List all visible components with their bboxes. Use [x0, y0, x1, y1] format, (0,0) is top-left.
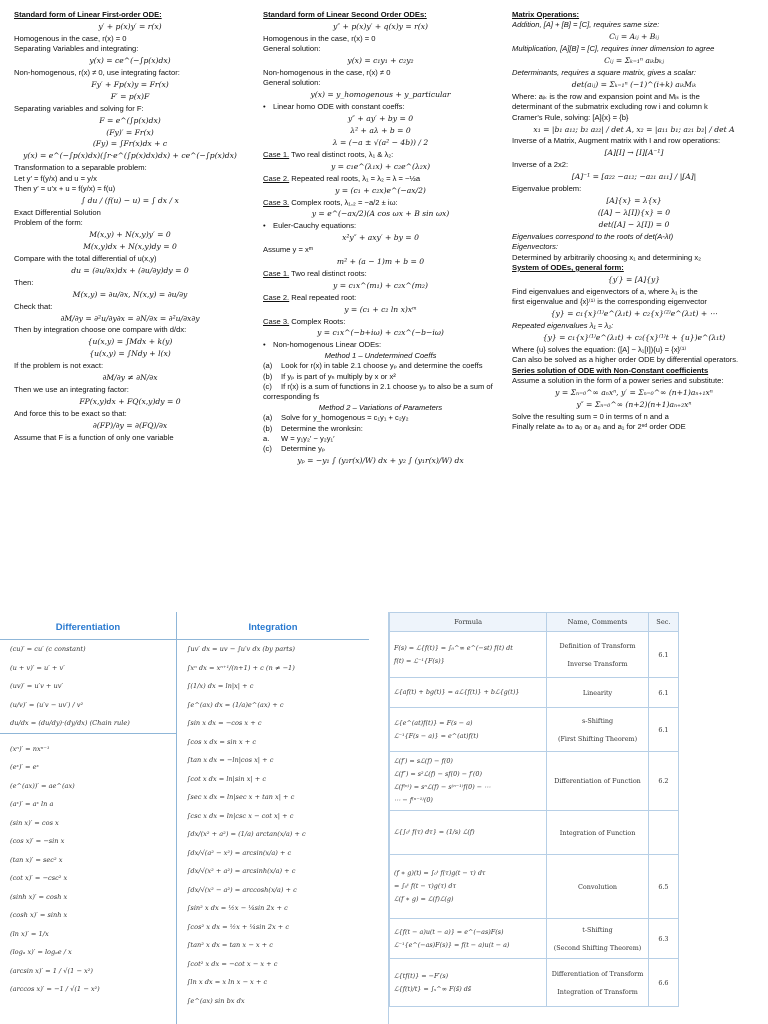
- laplace-formula: [390, 678, 547, 708]
- equation: {y′} = [A]{y}: [607, 274, 661, 284]
- list-item: [263, 361, 498, 371]
- formula-row: (arcsin x)′ = 1 / √(1 − x²): [10, 966, 93, 975]
- italic-note: Eigenvectors:: [512, 242, 559, 252]
- equation: ([A] − λ[I]){x} = 0: [597, 207, 671, 217]
- list-item: [263, 382, 498, 392]
- bullet-item: • Linear homo ODE with constant coeffs:: [263, 102, 498, 112]
- name-line: Definition of Transform: [559, 641, 636, 650]
- formula-line: (f ∗ g)(t) = ∫₀ᵗ f(τ)g(t − τ) dτ: [394, 869, 486, 877]
- laplace-transform-table: [388, 612, 679, 1024]
- formula-row: ∫cot x dx = ln|sin x| + c: [187, 774, 267, 783]
- laplace-name: [547, 811, 649, 855]
- equation: y = Σₙ₌₀^∞ aₙxⁿ, y′ = Σₙ₌₀^∞ (n+1)aₙ₊₁xⁿ: [555, 387, 713, 397]
- text-line: Then y′ = u′x + u = f(y/x) = f(u): [14, 184, 116, 194]
- list-marker: (c): [263, 444, 272, 454]
- list-item: [263, 372, 498, 382]
- formula-line: ℒ{f(t)/t} = ∫ₛ^∞ F(s̃) ds̃: [394, 984, 472, 993]
- formula-row: du/dx = (du/dy)·(dy/dx) (Chain rule): [10, 719, 130, 727]
- case-text: Complex Roots:: [289, 316, 346, 326]
- equation: Cᵢⱼ = Aᵢⱼ + Bᵢⱼ: [609, 32, 659, 42]
- laplace-header-formula: Formula: [390, 613, 547, 632]
- table-row: [390, 855, 679, 919]
- formula-row: ∫sin² x dx = ½x − ¼sin 2x + c: [187, 904, 288, 912]
- italic-note: Multiplication, [A][B] = [C], requires inner dimension to agree: [512, 44, 715, 54]
- equation: y″ = Σₙ₌₀^∞ (n+2)(n+1)aₙ₊₂xⁿ: [576, 399, 692, 409]
- laplace-section: 6.1: [648, 632, 678, 678]
- formula-row: (sinh x)′ = cosh x: [10, 892, 68, 901]
- equation: yₚ = −y₁ ∫ (y₂r(x)/W) dx + y₂ ∫ (y₁r(x)/W) dx: [297, 456, 464, 466]
- formula-row: ∫sin x dx = −cos x + c: [187, 719, 262, 727]
- formula-row: ∫csc x dx = ln|csc x − cot x| + c: [187, 811, 294, 820]
- text-line: determinant of the submatrix excluding row i and column k: [512, 102, 708, 112]
- equation: y′ + p(x)y′ = r(x): [98, 21, 162, 31]
- column-matrix-operations: [512, 10, 756, 433]
- text-line: Cramer's Rule, solving: [A]{x} = {b}: [512, 112, 629, 122]
- list-text: Solve for y_homogenous = c₁y₁ + c₂y₂: [281, 413, 409, 423]
- name-line: Integration of Transform: [557, 987, 638, 996]
- equation: det(aᵢⱼ) = Σₖ₌₁ⁿ (−1)^(i+k) aᵢₖMᵢₖ: [571, 79, 697, 89]
- formula-line: ℒ{∫₀ᵗ f(τ) dτ} = (1/s) ℒ(f): [394, 828, 475, 836]
- text-line: Compare with the total differential of u(x,y): [14, 254, 157, 264]
- equation: ∫ du / (f(u) − u) = ∫ dx / x: [81, 196, 179, 205]
- equation: x²y″ + axy′ + by = 0: [342, 233, 419, 243]
- equation: [A]⁻¹ = [a₂₂ −a₁₂; −a₂₁ a₁₁] / |[A]|: [571, 172, 697, 182]
- case-text: Two real distinct roots:: [289, 268, 367, 278]
- case-label: Case 2.: [263, 173, 290, 183]
- equation: y = c₁x^(m₁) + c₂x^(m₂): [333, 280, 428, 290]
- table-row: [390, 708, 679, 752]
- text-line: Exact Differential Solution: [14, 207, 101, 217]
- equation: du = (∂u/∂x)dx + (∂u/∂y)dy = 0: [71, 265, 189, 275]
- equation: Fy′ + Fp(x)y = Fr(x): [91, 79, 169, 89]
- laplace-name: [547, 678, 649, 708]
- formula-line: ℒ(f′) = sℒ(f) − f(0): [394, 757, 453, 765]
- section-heading: Series solution of ODE with Non-Constant coefficients: [512, 365, 709, 375]
- section-heading: Standard form of Linear Second Order ODEs:: [263, 10, 427, 19]
- formula-row: (cu)′ = cu′ (c constant): [10, 645, 86, 653]
- laplace-section: 6.1: [648, 678, 678, 708]
- text-line: corresponding fs: [263, 392, 320, 402]
- text-line: Inverse of a 2x2:: [512, 160, 569, 170]
- formula-row: ∫dx/√(a² − x²) = arcsin(x/a) + c: [187, 848, 292, 857]
- case-line: [263, 150, 498, 160]
- text-line: Assume y = xᵐ: [263, 245, 314, 255]
- equation: M(x,y)dx + N(x,y)dy = 0: [83, 242, 177, 252]
- case-line: [263, 293, 498, 303]
- formula-line: ℒ{f(t − a)u(t − a)} = e^(−as)F(s): [394, 927, 504, 936]
- formula-row: ∫uv′ dx = uv − ∫u′v dx (by parts): [187, 645, 295, 653]
- equation: det([A] − λ[I]) = 0: [598, 219, 670, 229]
- text-line: If the problem is not exact:: [14, 361, 104, 371]
- laplace-name: [547, 919, 649, 959]
- equation: λ = (−a ± √(a² − 4b)) / 2: [332, 137, 429, 147]
- text-line: Then by integration choose one compare with d/dx:: [14, 325, 187, 335]
- list-text: If r(x) is a sum of functions in 2.1 choose yₚ to also be a sum of: [281, 382, 493, 391]
- formula-row: ∫tan² x dx = tan x − x + c: [187, 941, 273, 949]
- list-marker: (c): [263, 382, 272, 391]
- formula-row: ∫dx/√(x² + a²) = arcsinh(x/a) + c: [187, 867, 296, 875]
- laplace-name: [547, 855, 649, 919]
- integration-table: [177, 612, 369, 1024]
- text-line: Non-homogenous in the case, r(x) ≠ 0: [263, 68, 391, 78]
- text-line: Assume that F is a function of only one variable: [14, 432, 174, 442]
- formula-line: ℒ{e^(at)f(t)} = F(s − a): [394, 718, 473, 727]
- equation: λ² + aλ + b = 0: [350, 126, 411, 136]
- case-text: Complex roots, λ₁,₂ = −a/2 ± iω:: [289, 197, 398, 207]
- text-line: Inverse of a Matrix, Augment matrix with I and row operations:: [512, 136, 721, 146]
- text-line: General solution:: [263, 78, 321, 88]
- text-line: Then we use an integrating factor:: [14, 385, 129, 394]
- case-line: [263, 317, 498, 327]
- column-second-order-ode: [263, 10, 498, 468]
- name-line: Differentiation of Function: [554, 777, 641, 785]
- equation: y(x) = ce^(−∫p(x)dx): [89, 56, 171, 66]
- equation: ∂M/∂y ≠ ∂N/∂x: [102, 373, 158, 383]
- text-line: Transformation to a separable problem:: [14, 163, 147, 173]
- formula-row: (xⁿ)′ = nxⁿ⁻¹: [10, 744, 50, 753]
- formula-row: ∫(1/x) dx = ln|x| + c: [187, 682, 254, 690]
- formula-row: (u/v)′ = (u′v − uv′) / v²: [10, 700, 84, 709]
- section-heading: System of ODEs, general form:: [512, 262, 624, 272]
- text-line: Check that:: [14, 301, 53, 311]
- equation: y(x) = y_homogenous + y_particular: [310, 90, 451, 100]
- case-label: Case 1.: [263, 149, 290, 159]
- table-row: [390, 959, 679, 1007]
- formula-line: ℒ⁻¹{e^(−as)F(s)} = f(t − a)u(t − a): [394, 940, 510, 949]
- text-line: Find eigenvalues and eigenvectors of a, where λ₁ is the: [512, 286, 698, 296]
- formula-row: (aˣ)′ = aˣ ln a: [10, 800, 54, 808]
- laplace-section: 6.5: [648, 855, 678, 919]
- equation: (Fy) = ∫Fr(x)dx + c: [92, 139, 168, 149]
- table-row: [390, 752, 679, 811]
- equation: y = c₁x^(−b+iω) + c₂x^(−b−iω): [317, 328, 444, 338]
- laplace-section: 6.3: [648, 919, 678, 959]
- text-line: Problem of the form:: [14, 218, 83, 228]
- table-row: [390, 919, 679, 959]
- text-line: Where: aᵢₖ is the row and expansion point and Mᵢₖ is the: [512, 91, 700, 101]
- formula-line: ℒ{af(t) + bg(t)} = aℒ{f(t)} + bℒ{g(t)}: [394, 688, 520, 696]
- table-row: [390, 632, 679, 678]
- text-line: Let y′ = f(y/x) and u = y/x: [14, 173, 97, 183]
- laplace-formula: [390, 752, 547, 811]
- equation: Cᵢⱼ = Σₖ₌₁ⁿ aᵢₖbₖⱼ: [604, 56, 664, 66]
- list-text: If yₚ is part of yₕ multiply by x or x²: [281, 371, 396, 381]
- laplace-formula: [390, 919, 547, 959]
- text-line: Homogenous in the case, r(x) = 0: [14, 33, 127, 43]
- formula-row: (uv)′ = u′v + uv′: [10, 682, 63, 690]
- laplace-section: 6.1: [648, 708, 678, 752]
- integration-title: Integration: [177, 612, 369, 640]
- list-item: [263, 434, 498, 444]
- equation: x₁ = |b₁ a₁₂; b₂ a₂₂| / det A, x₂ = |a₁₁ b₁; a₂₁ b₂| / det A: [533, 124, 735, 134]
- equation: M(x,y) = ∂u/∂x, N(x,y) = ∂u/∂y: [72, 289, 188, 299]
- formula-row: (e^(ax))′ = ae^(ax): [10, 781, 75, 790]
- list-text: Determine the wronksin:: [281, 423, 363, 433]
- text-line: Determined by arbitrarily choosing x₁ and determining x₂: [512, 252, 702, 262]
- list-text: Determine yₚ: [281, 444, 326, 454]
- text-line: And force this to be exact so that:: [14, 408, 127, 418]
- list-text: W = y₁y₂′ − y₂y₁′: [281, 434, 335, 444]
- formula-row: (sin x)′ = cos x: [10, 818, 59, 827]
- formula-row: ∫tan x dx = −ln|cos x| + c: [187, 756, 274, 764]
- formula-row: ∫dx/√(x² − a²) = arccosh(x/a) + c: [187, 885, 297, 894]
- formula-row: ∫cos x dx = sin x + c: [187, 737, 257, 746]
- formula-row: (arccos x)′ = −1 / √(1 − x²): [10, 985, 100, 993]
- differentiation-table: [0, 612, 177, 1024]
- formula-line: ℒ⁻¹{F(s − a)} = e^(at)f(t): [394, 731, 479, 740]
- laplace-formula: [390, 708, 547, 752]
- formula-row: (cot x)′ = −csc² x: [10, 874, 68, 882]
- formula-row: (ln x)′ = 1/x: [10, 929, 49, 938]
- equation: ∂M/∂y = ∂²u/∂y∂x = ∂N/∂x = ∂²u/∂x∂y: [60, 313, 200, 323]
- laplace-name: [547, 959, 649, 1007]
- case-text: Repeated real roots, λ₁ = λ₂ = λ = −½a: [289, 173, 421, 183]
- table-row: [390, 811, 679, 855]
- formula-row: ∫xⁿ dx = xⁿ⁺¹/(n+1) + c (n ≠ −1): [187, 663, 295, 672]
- bullet-item: • Euler-Cauchy equations:: [263, 221, 498, 231]
- text-line: General solution:: [263, 44, 321, 54]
- equation: [A]{x} = λ{x}: [606, 196, 662, 205]
- name-line: s-Shifting: [581, 716, 614, 725]
- case-label: Case 3.: [263, 197, 290, 207]
- case-text: Real repeated root:: [289, 292, 357, 302]
- formula-line: ℒ{tf(t)} = −F′(s): [394, 971, 449, 980]
- case-text: Two real distinct roots, λ₁ & λ₂:: [289, 149, 394, 159]
- laplace-name: [547, 708, 649, 752]
- formula-row: ∫e^(ax) dx = (1/a)e^(ax) + c: [187, 700, 284, 709]
- list-marker: a.: [263, 434, 270, 444]
- formula-row: ∫dx/(x² + a²) = (1/a) arctan(x/a) + c: [187, 830, 306, 838]
- equation: ∂(FP)/∂y = ∂(FQ)/∂x: [92, 420, 168, 430]
- laplace-section: [648, 811, 678, 855]
- italic-note: Repeated eigenvalues λ₁ = λ₂:: [512, 320, 614, 330]
- equation: y(x) = c₁y₁ + c₂y₂: [347, 56, 414, 66]
- formula-row: (tan x)′ = sec² x: [10, 855, 63, 864]
- text-line: first eigenvalue and {x}⁽¹⁾ is the corresponding eigenvector: [512, 297, 707, 307]
- formula-line: ℒ(f″) = s²ℒ(f) − sf(0) − f′(0): [394, 770, 482, 778]
- text-line: Eigenvalue problem:: [512, 184, 582, 194]
- case-label: Case 2.: [263, 292, 290, 302]
- text-line: Then:: [14, 277, 34, 287]
- divider: [0, 733, 176, 740]
- name-line: t-Shifting: [582, 925, 613, 934]
- formula-row: ∫e^(ax) sin bx dx: [187, 996, 245, 1005]
- case-line: [263, 269, 498, 279]
- italic-note: Eigenvalues correspond to the roots of det(A-λI): [512, 231, 674, 241]
- list-text: Look for r(x) in table 2.1 choose yₚ and determine the coeffs: [281, 361, 483, 371]
- name-line: Integration of Function: [559, 828, 636, 837]
- equation: y = c₁e^(λ₁x) + c₂e^(λ₂x): [330, 161, 431, 171]
- equation: M(x,y) + N(x,y)y′ = 0: [89, 230, 171, 240]
- laplace-formula: [390, 855, 547, 919]
- laplace-section: 6.6: [648, 959, 678, 1007]
- formula-row: ∫cot² x dx = −cot x − x + c: [187, 959, 278, 968]
- formula-line: f(t) = ℒ⁻¹{F(s)}: [394, 656, 445, 665]
- equation: y = e^(−ax/2)(A cos ωx + B sin ωx): [311, 209, 450, 219]
- text-line: Finally relate aₙ to a₀ or a₀ and a₁ for 2ⁿᵈ order ODE: [512, 422, 686, 432]
- text-line: Solve the resulting sum = 0 in terms of n and a: [512, 411, 669, 421]
- laplace-name: [547, 632, 649, 678]
- name-line: (First Shifting Theorem): [558, 734, 638, 743]
- formula-row: (cos x)′ = −sin x: [10, 837, 65, 845]
- equation: [A][I] → [I][A⁻¹]: [604, 148, 664, 158]
- formula-line: ⋯ − f⁽ⁿ⁻¹⁾(0): [394, 796, 433, 804]
- formula-line: = ∫₀ᵗ f(t − τ)g(τ) dτ: [394, 882, 457, 890]
- text-line: Separating variables and solving for F:: [14, 103, 144, 113]
- equation: F = e^(∫p(x)dx): [99, 115, 161, 125]
- case-label: Case 3.: [263, 316, 290, 326]
- equation: y″ + ay′ + by = 0: [347, 114, 414, 124]
- method-heading: Method 2 – Variations of Parameters: [318, 402, 443, 412]
- case-line: [263, 198, 498, 208]
- name-line: (Second Shifting Theorem): [553, 943, 642, 952]
- laplace-formula: [390, 959, 547, 1007]
- list-item: [263, 413, 498, 423]
- formula-line: ℒ(f⁽ⁿ⁾) = sⁿℒ(f) − s⁽ⁿ⁻¹⁾f(0) − ⋯: [394, 783, 491, 791]
- laplace-formula: [390, 811, 547, 855]
- formula-row: ∫ln x dx = x ln x − x + c: [187, 978, 268, 986]
- equation: FP(x,y)dx + FQ(x,y)dy = 0: [79, 396, 181, 406]
- laplace-formula: [390, 632, 547, 678]
- formula-row: (u + v)′ = u′ + v′: [10, 663, 65, 672]
- equation: {y} = c₁{x}⁽¹⁾e^(λ₁t) + c₂{x}⁽²⁾e^(λ₂t) + ⋯: [550, 309, 718, 319]
- formula-row: (cosh x)′ = sinh x: [10, 911, 68, 919]
- equation: y(x) = e^(−∫p(x)dx)(∫r·e^(∫p(x)dx)dx) + ce^(−∫p(x)dx): [23, 151, 237, 161]
- name-line: Inverse Transform: [567, 659, 628, 668]
- text-line: Assume a solution in the form of a power series and substitute:: [512, 376, 724, 385]
- formula-line: ℒ(f ∗ g) = ℒ(f)ℒ(g): [394, 895, 454, 903]
- italic-note: Addition, [A] + [B] = [C], requires same size:: [512, 20, 660, 30]
- section-heading: Matrix Operations:: [512, 10, 580, 19]
- text-line: Separating Variables and integrating:: [14, 44, 139, 54]
- bullet-item: • Non-homogenous Linear ODEs:: [263, 340, 498, 350]
- formula-row: (logₐ x)′ = logₐe / x: [10, 948, 72, 956]
- column-first-order-ode: [14, 10, 246, 443]
- equation: (Fy)′ = Fr(x): [106, 127, 154, 137]
- name-line: Linearity: [582, 688, 613, 697]
- case-line: [263, 174, 498, 184]
- laplace-section: 6.2: [648, 752, 678, 811]
- equation: y = (c₁ + c₂x)e^(−ax/2): [335, 185, 426, 195]
- equation: m² + (a − 1)m + b = 0: [336, 257, 425, 267]
- list-marker: (a): [263, 361, 273, 371]
- method-heading: Method 1 – Undetermined Coeffs: [324, 350, 437, 360]
- list-marker: (b): [263, 371, 273, 381]
- laplace-header-name: Name, Comments: [547, 613, 649, 632]
- equation: F′ = p(x)F: [110, 91, 150, 101]
- text-line: Where {u} solves the equation: ([A] − λ₁[I]){u} = {x}⁽¹⁾: [512, 344, 687, 354]
- equation: {y} = c₁{x}⁽¹⁾e^(λ₁t) + c₂({x}⁽¹⁾t + {u})e^(λ₁t): [542, 332, 726, 342]
- formula-row: ∫sec x dx = ln|sec x + tan x| + c: [187, 793, 295, 801]
- differentiation-title: Differentiation: [0, 612, 176, 640]
- equation: y = (c₁ + c₂ ln x)xᵐ: [344, 304, 417, 314]
- table-row: [390, 678, 679, 708]
- text-line: Can also be solved as a higher order ODE by differential operators.: [512, 355, 739, 365]
- list-marker: (a): [263, 413, 273, 423]
- list-item: [263, 444, 498, 454]
- case-label: Case 1.: [263, 268, 290, 278]
- italic-note: Determinants, requires a square matrix, gives a scalar:: [512, 68, 697, 78]
- equation: y″ + p(x)y′ + q(x)y = r(x): [333, 21, 428, 31]
- name-line: Convolution: [578, 882, 618, 891]
- laplace-header-section: Sec.: [648, 613, 678, 632]
- formula-line: F(s) = ℒ{f(t)} = ∫₀^∞ e^(−st) f(t) dt: [394, 643, 513, 652]
- section-heading: Standard form of Linear First-order ODE:: [14, 10, 162, 19]
- equation: {u(x,y) = ∫Ndy + l(x): [89, 349, 171, 359]
- formula-row: (eˣ)′ = eˣ: [10, 763, 39, 771]
- list-item: [263, 424, 498, 434]
- text-line: Homogenous in the case, r(x) = 0: [263, 33, 376, 43]
- formula-row: ∫cos² x dx = ½x + ¼sin 2x + c: [187, 922, 290, 931]
- laplace-name: [547, 752, 649, 811]
- text-line: Non-homogenous, r(x) ≠ 0, use integrating factor:: [14, 68, 180, 78]
- list-marker: (b): [263, 423, 273, 433]
- name-line: Differentiation of Transform: [551, 969, 644, 978]
- equation: {u(x,y) = ∫Mdx + k(y): [87, 337, 173, 347]
